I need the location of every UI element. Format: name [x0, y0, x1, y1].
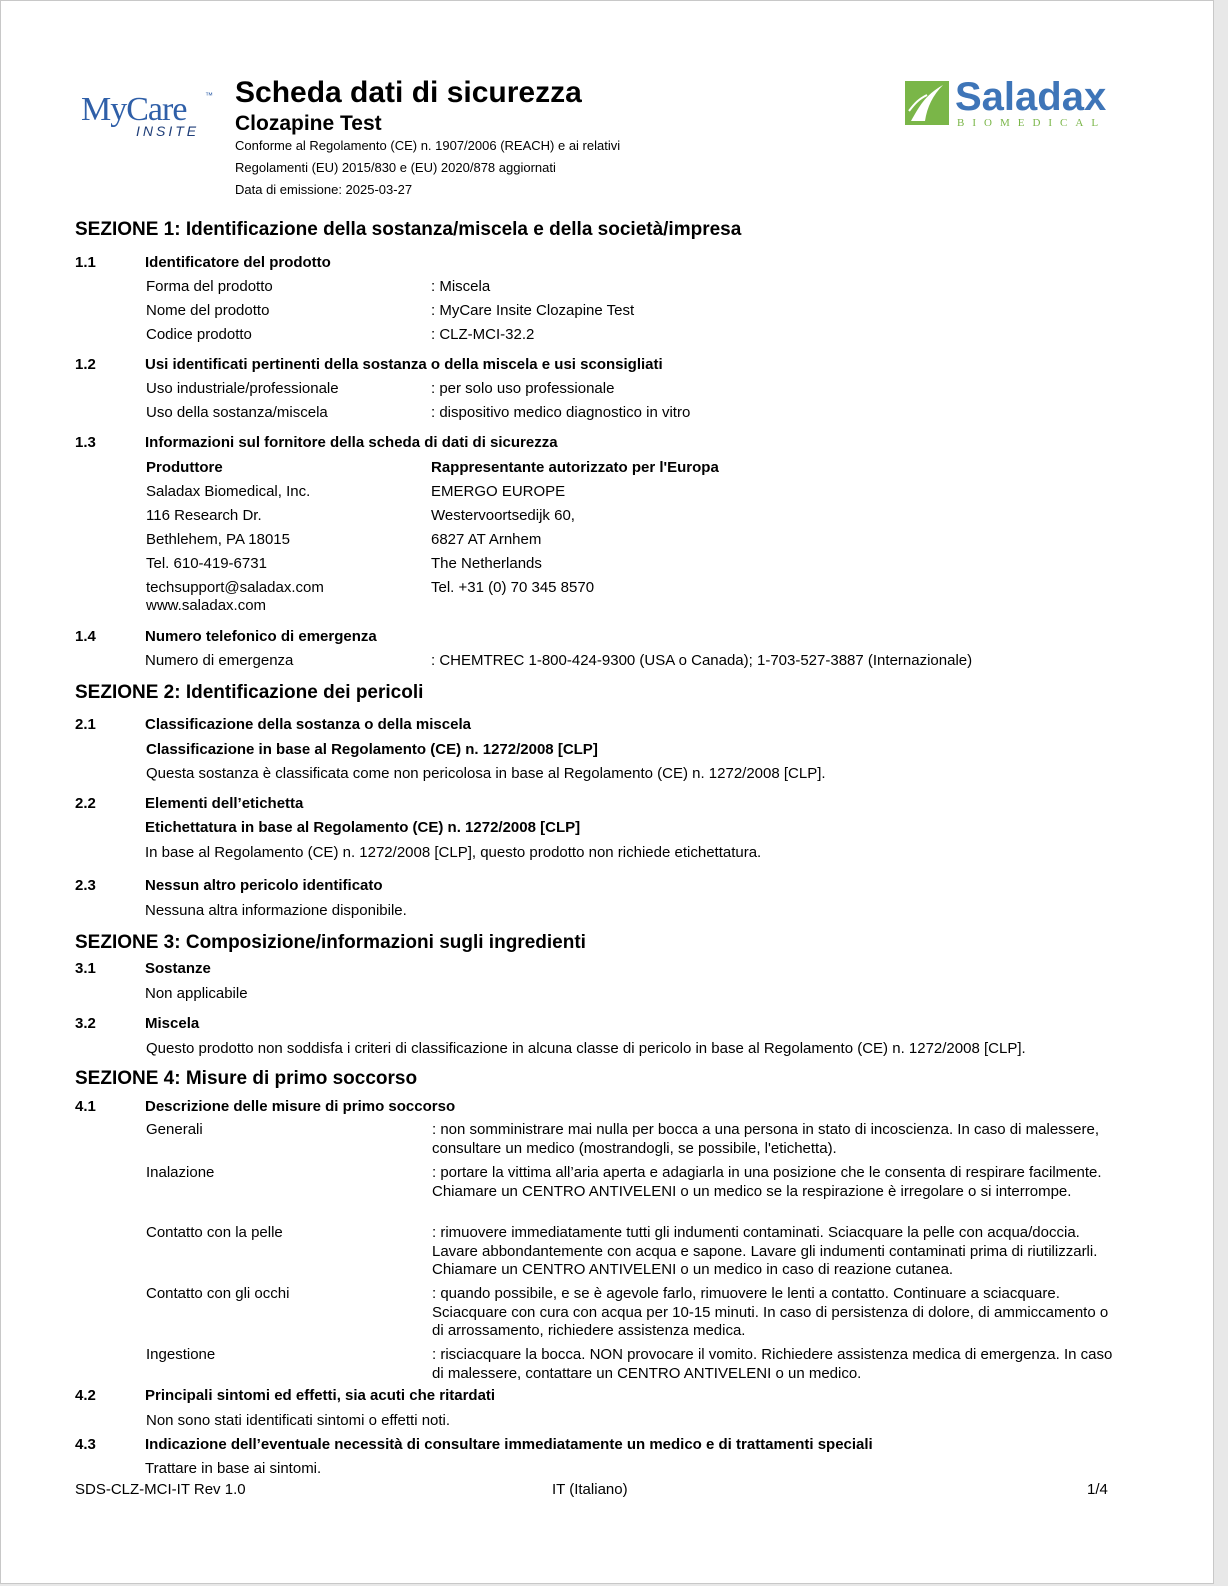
subsection-title: Identificatore del prodotto: [145, 254, 331, 271]
subsection-number: 1.2: [75, 356, 96, 373]
subsection-number: 1.3: [75, 434, 96, 451]
document-title: Scheda dati di sicurezza: [235, 76, 582, 109]
paragraph: Non sono stati identificati sintomi o effetti noti.: [146, 1412, 451, 1429]
eu-rep-heading: Rappresentante autorizzato per l'Europa: [431, 459, 719, 476]
first-aid-text: : quando possibile, e se è agevole farlo, rimuovere le lenti a contatto. Continuare a sciacquare. Sciacquare con cura con acqua per 10-15 minuti. In caso di persistenza di dolore, di ammiccamento o di arrossamento, richiedere assistenza medica.: [432, 1285, 1109, 1339]
paragraph: Non applicabile: [145, 985, 248, 1002]
rep-line: Westervoortsedijk 60,: [431, 507, 575, 524]
footer-doc-code: SDS-CLZ-MCI-IT Rev 1.0: [75, 1481, 246, 1498]
field-value: : dispositivo medico diagnostico in vitro: [431, 404, 691, 421]
rep-line: 6827 AT Arnhem: [431, 531, 542, 548]
field-value: : CLZ-MCI-32.2: [431, 326, 535, 343]
subsection-title: Principali sintomi ed effetti, sia acuti che ritardati: [145, 1387, 496, 1404]
product-title: Clozapine Test: [235, 112, 382, 135]
field-label: Numero di emergenza: [145, 652, 294, 669]
rep-line: EMERGO EUROPE: [431, 483, 566, 500]
footer-language: IT (Italiano): [552, 1481, 628, 1498]
first-aid-label: Generali: [146, 1121, 203, 1138]
subsection-subtitle: Etichettatura in base al Regolamento (CE) n. 1272/2008 [CLP]: [145, 819, 581, 836]
subsection-number: 4.3: [75, 1436, 96, 1453]
rep-line: The Netherlands: [431, 555, 542, 572]
paragraph: Questo prodotto non soddisfa i criteri di classificazione in alcuna classe di pericolo in base al Regolamento (CE) n. 1272/2008 [CLP].: [146, 1040, 1026, 1057]
subsection-title: Usi identificati pertinenti della sostanza o della miscela e usi sconsigliati: [145, 356, 663, 373]
issue-date: Data di emissione: 2025-03-27: [235, 182, 413, 197]
first-aid-text: : rimuovere immediatamente tutti gli indumenti contaminati. Sciacquare la pelle con acqua/doccia. Lavare abbondantemente con acqua e sapone. Lavare gli indumenti contaminati prima di riutilizzarli. Chiamare un CENTRO ANTIVELENI o un medico in caso di reazione cutanea.: [432, 1224, 1098, 1278]
producer-heading: Produttore: [146, 459, 223, 476]
subsection-number: 2.3: [75, 877, 96, 894]
first-aid-text: : risciacquare la bocca. NON provocare il vomito. Richiedere assistenza medica di emergenza. In caso di malessere, contattare un CENTRO ANTIVELENI o un medico.: [432, 1346, 1113, 1382]
section-2-heading: SEZIONE 2: Identificazione dei pericoli: [75, 682, 424, 703]
leaf-icon: [905, 81, 949, 125]
field-label: Codice prodotto: [146, 326, 252, 343]
first-aid-label: Ingestione: [146, 1346, 216, 1363]
subsection-subtitle: Classificazione in base al Regolamento (CE) n. 1272/2008 [CLP]: [146, 741, 598, 758]
field-label: Forma del prodotto: [146, 278, 273, 295]
paragraph: Nessuna altra informazione disponibile.: [145, 902, 407, 919]
subsection-title: Informazioni sul fornitore della scheda di dati di sicurezza: [145, 434, 558, 451]
producer-email: techsupport@saladax.com: [146, 579, 324, 596]
subsection-number: 2.2: [75, 795, 96, 812]
footer-page-number: 1/4: [1087, 1481, 1108, 1498]
logo-insite-text: INSITE: [136, 123, 200, 139]
subsection-title: Sostanze: [145, 960, 211, 977]
field-label: Uso industriale/professionale: [146, 380, 339, 397]
first-aid-text: : portare la vittima all’aria aperta e adagiarla in una posizione che le consenta di respirare facilmente. Chiamare un CENTRO ANTIVELENI o un medico se la respirazione è irregolare o si interrompe.: [432, 1164, 1102, 1200]
subsection-number: 1.1: [75, 254, 96, 271]
paragraph: Questa sostanza è classificata come non pericolosa in base al Regolamento (CE) n. 1272/2008 [CLP].: [146, 765, 826, 782]
subsection-title: Classificazione della sostanza o della miscela: [145, 716, 471, 733]
first-aid-label: Inalazione: [146, 1164, 215, 1181]
saladax-wordmark: Saladax: [955, 75, 1107, 119]
paragraph: In base al Regolamento (CE) n. 1272/2008 [CLP], questo prodotto non richiede etichettatura.: [145, 844, 762, 861]
first-aid-text: : non somministrare mai nulla per bocca a una persona in stato di incoscienza. In caso di malessere, consultare un medico (mostrandogli, se possibile, l'etichetta).: [432, 1121, 1100, 1157]
logo-mycare-text: MyCare: [81, 91, 187, 128]
subsection-number: 3.2: [75, 1015, 96, 1032]
saladax-logo: [905, 75, 1137, 131]
subsection-number: 4.1: [75, 1098, 96, 1115]
first-aid-label: Contatto con la pelle: [146, 1224, 283, 1241]
section-1-heading: SEZIONE 1: Identificazione della sostanza/miscela e della società/impresa: [75, 219, 742, 240]
mycare-insite-logo: [81, 93, 221, 145]
rep-line: Tel. +31 (0) 70 345 8570: [431, 579, 595, 596]
field-value: : Miscela: [431, 278, 491, 295]
compliance-line-2: Regolamenti (EU) 2015/830 e (EU) 2020/878 aggiornati: [235, 160, 556, 175]
producer-website: www.saladax.com: [146, 597, 267, 614]
section-3-heading: SEZIONE 3: Composizione/informazioni sugli ingredienti: [75, 932, 586, 953]
field-value: : per solo uso professionale: [431, 380, 615, 397]
field-value: : MyCare Insite Clozapine Test: [431, 302, 635, 319]
subsection-number: 4.2: [75, 1387, 96, 1404]
subsection-number: 1.4: [75, 628, 96, 645]
subsection-title: Indicazione dell’eventuale necessità di consultare immediatamente un medico e di trattamenti speciali: [145, 1436, 873, 1453]
producer-line: Saladax Biomedical, Inc.: [146, 483, 311, 500]
section-4-heading: SEZIONE 4: Misure di primo soccorso: [75, 1068, 418, 1089]
subsection-number: 3.1: [75, 960, 96, 977]
producer-line: Bethlehem, PA 18015: [146, 531, 290, 548]
saladax-subtitle: BIOMEDICAL: [957, 117, 1107, 129]
subsection-title: Numero telefonico di emergenza: [145, 628, 377, 645]
field-value: : CHEMTREC 1-800-424-9300 (USA o Canada); 1-703-527-3887 (Internazionale): [431, 652, 973, 669]
field-label: Nome del prodotto: [146, 302, 270, 319]
subsection-title: Miscela: [145, 1015, 200, 1032]
first-aid-label: Contatto con gli occhi: [146, 1285, 290, 1302]
subsection-title: Elementi dell’etichetta: [145, 795, 304, 812]
paragraph: Trattare in base ai sintomi.: [145, 1460, 322, 1477]
subsection-title: Nessun altro pericolo identificato: [145, 877, 383, 894]
producer-line: 116 Research Dr.: [146, 507, 262, 524]
subsection-title: Descrizione delle misure di primo soccorso: [145, 1098, 456, 1115]
subsection-number: 2.1: [75, 716, 96, 733]
logo-tm-mark: ™: [205, 91, 213, 100]
producer-line: Tel. 610-419-6731: [146, 555, 267, 572]
field-label: Uso della sostanza/miscela: [146, 404, 328, 421]
compliance-line-1: Conforme al Regolamento (CE) n. 1907/2006 (REACH) e ai relativi: [235, 138, 621, 153]
